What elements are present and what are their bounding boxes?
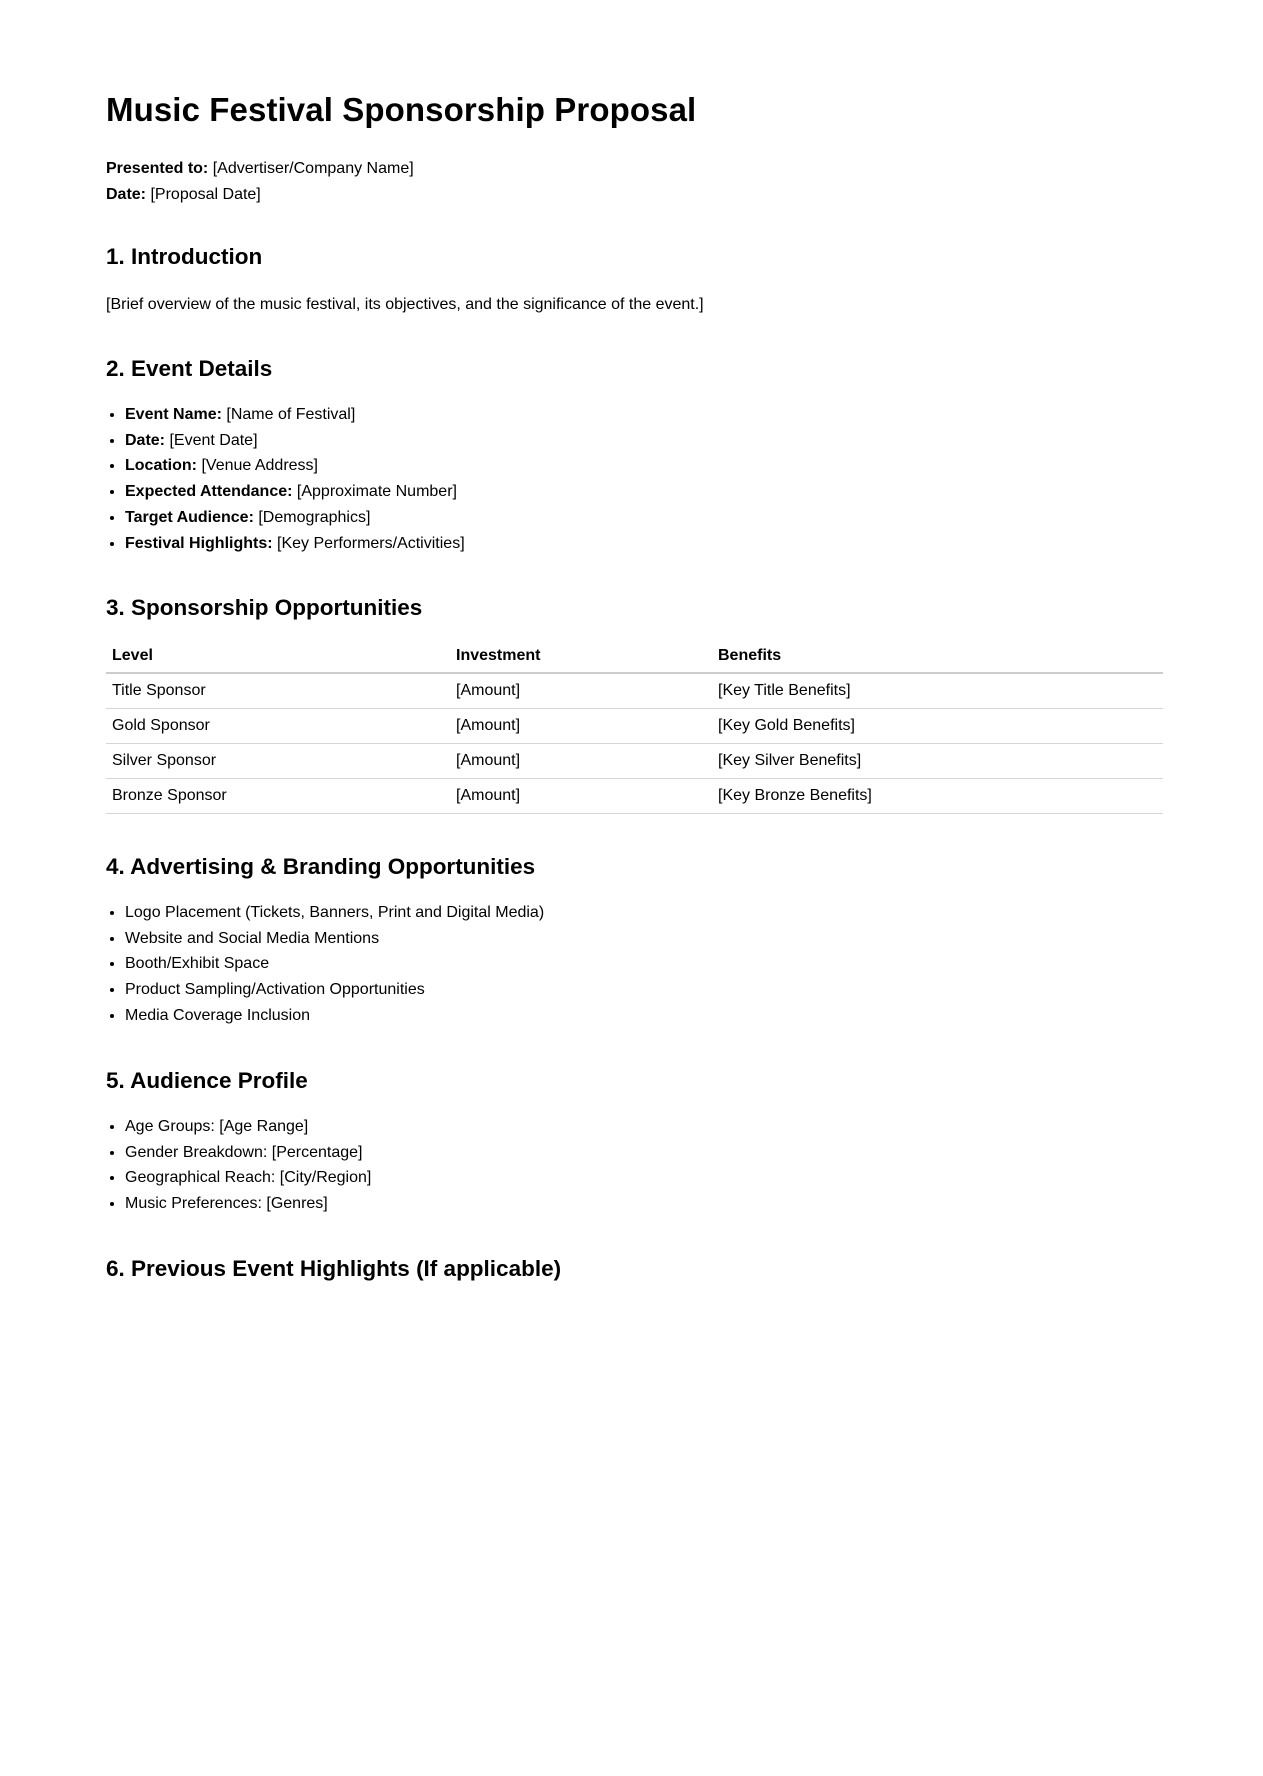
section-heading-sponsorship: 3. Sponsorship Opportunities [106, 595, 423, 620]
list-item [125, 479, 465, 505]
list-item: • Age Groups: [Age Range] [125, 1114, 371, 1140]
item-label: Location: [125, 457, 197, 475]
advertising-list [106, 900, 544, 1029]
cell-level: Silver Sponsor [106, 744, 450, 779]
item-value: [Name of Festival] [226, 406, 356, 423]
cell-benefits: [Key Bronze Benefits] [712, 779, 1163, 814]
list-item: • Booth/Exhibit Space [125, 951, 544, 977]
proposal-meta [106, 156, 414, 208]
section-heading-event-details: 2. Event Details [106, 356, 273, 381]
list-item [125, 531, 465, 557]
table-row [106, 709, 1163, 744]
list-item: • Music Preferences: [Genres] [125, 1191, 371, 1217]
cell-investment: [Amount] [450, 673, 712, 709]
list-item: • Media Coverage Inclusion [125, 1003, 544, 1029]
cell-investment: [Amount] [450, 779, 712, 814]
introduction-text: [Brief overview of the music festival, its objectives, and the significance of the event.] [106, 296, 704, 313]
cell-benefits: [Key Title Benefits] [712, 673, 1163, 709]
cell-level: Title Sponsor [106, 673, 450, 709]
list-item [125, 505, 465, 531]
item-value: [Key Performers/Activities] [277, 534, 465, 552]
table-row [106, 744, 1163, 779]
event-details-list [106, 402, 465, 556]
meta-label: Date: [106, 186, 147, 203]
item-label: Event Name: [125, 406, 222, 423]
item-label: Festival Highlights: [125, 534, 273, 552]
list-item [125, 402, 465, 428]
list-item: • Website and Social Media Mentions [125, 926, 544, 952]
item-label: Expected Attendance: [125, 483, 293, 501]
date-line [106, 182, 414, 208]
list-item: • Gender Breakdown: [Percentage] [125, 1140, 371, 1166]
column-header-investment: Investment [450, 639, 712, 673]
item-label: Date: [125, 431, 166, 449]
section-heading-introduction: 1. Introduction [106, 244, 263, 269]
item-label: Target Audience: [125, 508, 254, 526]
sponsorship-table [106, 639, 1163, 814]
cell-benefits: [Key Gold Benefits] [712, 709, 1163, 744]
presented-to-line [106, 156, 414, 182]
cell-level: Gold Sponsor [106, 709, 450, 744]
table-row [106, 779, 1163, 814]
table-header-row [106, 639, 1163, 673]
item-value: [Demographics] [258, 508, 371, 526]
section-heading-previous-highlights: 6. Previous Event Highlights (If applicable) [106, 1256, 562, 1281]
audience-list [106, 1114, 371, 1217]
table-row [106, 673, 1163, 709]
list-item: • Product Sampling/Activation Opportunities [125, 977, 544, 1003]
section-heading-advertising: 4. Advertising & Branding Opportunities [106, 854, 536, 879]
page-title: Music Festival Sponsorship Proposal [106, 91, 697, 128]
cell-level: Bronze Sponsor [106, 779, 450, 814]
cell-investment: [Amount] [450, 709, 712, 744]
column-header-level: Level [106, 639, 450, 673]
item-value: [Approximate Number] [296, 483, 457, 501]
meta-value: [Proposal Date] [150, 186, 261, 203]
meta-value: [Advertiser/Company Name] [212, 160, 414, 177]
item-value: [Venue Address] [201, 457, 318, 475]
list-item [125, 428, 465, 454]
section-heading-audience: 5. Audience Profile [106, 1068, 308, 1093]
list-item: • Logo Placement (Tickets, Banners, Print and Digital Media) [125, 900, 544, 926]
item-value: [Event Date] [169, 431, 258, 449]
column-header-benefits: Benefits [712, 639, 1163, 673]
cell-investment: [Amount] [450, 744, 712, 779]
meta-label: Presented to: [106, 160, 209, 177]
cell-benefits: [Key Silver Benefits] [712, 744, 1163, 779]
list-item: • Geographical Reach: [City/Region] [125, 1165, 371, 1191]
list-item [125, 453, 465, 479]
